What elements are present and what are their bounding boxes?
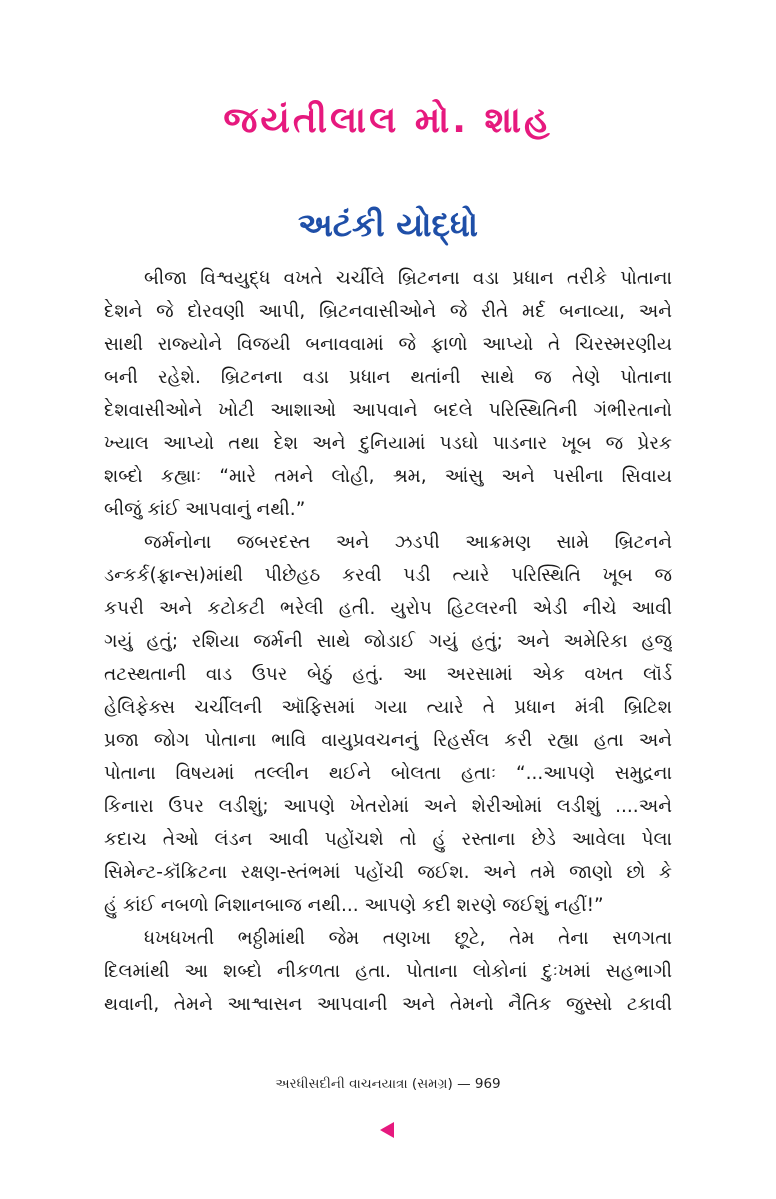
text-line: હેલિફેક્સ ચર્ચીલની ઑફિસમાં ગયા ત્યારે તે પ્રધાન મંત્રી બ્રિટિશ — [104, 697, 672, 718]
text-line: કિનારા ઉપર લડીશું; આપણે ખેતરોમાં અને શેરીઓમાં લડીશું ....અને — [104, 796, 672, 817]
text-line: ડન્કર્ક(ફ્રાન્સ)માંથી પીછેહઠ કરવી પડી ત્યારે પરિસ્થિતિ ખૂબ જ — [104, 565, 672, 586]
paragraph — [104, 526, 672, 922]
text-line: ખ્યાલ આપ્યો તથા દેશ અને દુનિયામાં પડઘો પાડનાર ખૂબ જ પ્રેરક — [104, 433, 672, 454]
text-line: બીજું કાંઈ આપવાનું નથી.” — [104, 499, 306, 520]
page-footer: અરધીસદીની વાચનયાત્રા (સમગ્ર) — 969 — [275, 1076, 501, 1092]
text-line: શબ્દો કહ્યાઃ “મારે તમને લોહી, શ્રમ, આંસુ અને પસીના સિવાય — [104, 466, 672, 487]
text-line: સાથી રાજ્યોને વિજયી બનાવવામાં જે ફાળો આપ્યો તે ચિરસ્મરણીય — [104, 334, 672, 355]
text-line: દિલમાંથી આ શબ્દો નીકળતા હતા. પોતાના લોકોનાં દુઃખમાં સહભાગી — [104, 961, 672, 982]
article-body — [104, 262, 672, 1021]
left-triangle-icon[interactable] — [380, 1122, 394, 1138]
text-line: પોતાના વિષયમાં તલ્લીન થઈને બોલતા હતાઃ “...આપણે સમુદ્રના — [104, 763, 672, 784]
article-title: અટંકી યોદ્ધો — [297, 205, 479, 244]
author-name: જયંતીલાલ મો. શાહ — [223, 100, 553, 141]
text-line: દેશવાસીઓને ખોટી આશાઓ આપવાને બદલે પરિસ્થિતિની ગંભીરતાનો — [104, 400, 672, 421]
text-line: પ્રજા જોગ પોતાના ભાવિ વાયુપ્રવચનનું રિહર્સલ કરી રહ્યા હતા અને — [104, 730, 672, 751]
text-line: તટસ્થતાની વાડ ઉપર બેઠું હતું. આ અરસામાં એક વખત લૉર્ડ — [104, 664, 672, 685]
text-line: કદાચ તેઓ લંડન આવી પહોંચશે તો હું રસ્તાના છેડે આવેલા પેલા — [104, 829, 672, 850]
text-line: થવાની, તેમને આશ્વાસન આપવાની અને તેમનો નૈતિક જુસ્સો ટકાવી — [104, 994, 672, 1015]
text-line: સિમેન્ટ-કૉંક્રિટના રક્ષણ-સ્તંભમાં પહોંચી જઈશ. અને તમે જાણો છો કે — [104, 862, 672, 883]
text-line: કપરી અને કટોકટી ભરેલી હતી. યુરોપ હિટલરની એડી નીચે આવી — [104, 598, 672, 619]
text-line: હું કાંઈ નબળો નિશાનબાજ નથી... આપણે કદી શરણે જઈશું નહીં!” — [104, 895, 604, 916]
paragraph — [104, 922, 672, 1021]
text-line: જર્મનોના જબરદસ્ત અને ઝડપી આક્રમણ સામે બ્રિટનને — [144, 532, 672, 553]
text-line: દેશને જે દોરવણી આપી, બ્રિટનવાસીઓને જે રીતે મર્દ બનાવ્યા, અને — [104, 301, 672, 322]
text-line: ગયું હતું; રશિયા જર્મની સાથે જોડાઈ ગયું હતું; અને અમેરિકા હજુ — [104, 631, 672, 652]
paragraph — [104, 262, 672, 526]
text-line: બની રહેશે. બ્રિટનના વડા પ્રધાન થતાંની સાથે જ તેણે પોતાના — [104, 367, 672, 388]
text-line: ધખધખતી ભઠ્ઠીમાંથી જેમ તણખા છૂટે, તેમ તેના સળગતા — [144, 928, 672, 949]
text-line: બીજા વિશ્વયુદ્ધ વખતે ચર્ચીલે બ્રિટનના વડા પ્રધાન તરીકે પોતાના — [144, 268, 672, 289]
